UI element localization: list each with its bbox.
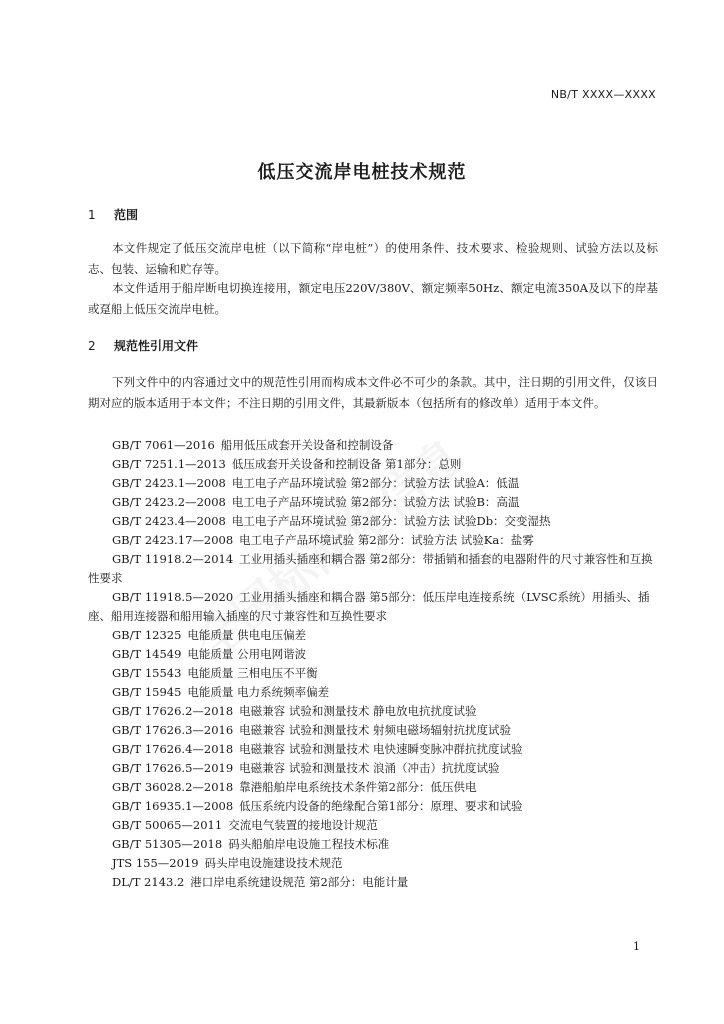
reference-code: GB/T 17626.3—2016	[112, 723, 234, 737]
reference-code: GB/T 17626.2—2018	[112, 704, 234, 718]
reference-title: 电磁兼容 试验和测量技术 静电放电抗扰度试验	[239, 704, 477, 718]
reference-code: GB/T 17626.4—2018	[112, 742, 234, 756]
reference-title: 电工电子产品环境试验 第2部分：试验方法 试验Ka：盐雾	[239, 533, 534, 547]
section-2-paragraph-1: 下列文件中的内容通过文中的规范性引用而构成本文件必不可少的条款。其中，注日期的引用文件，仅该日期对应的版本适用于本文件；不注日期的引用文件，其最新版本（包括所有的修改单）适用于本文件。	[88, 375, 658, 410]
reference-item	[88, 759, 658, 778]
reference-title: 码头船舶岸电设施工程技术标准	[228, 837, 390, 851]
reference-item	[88, 721, 658, 740]
reference-title: 工业用插头插座和耦合器 第5部分：低压岸电连接系统（LVSC系统）用插头、插座、船用连接器和船用输入插座的尺寸兼容性和互换性要求	[88, 590, 650, 623]
reference-item	[88, 740, 658, 759]
reference-item	[88, 797, 658, 816]
reference-item	[88, 664, 658, 683]
reference-title: 电能质量 供电电压偏差	[187, 628, 307, 642]
section-1-paragraph-1: 本文件规定了低压交流岸电桩（以下简称“岸电桩”）的使用条件、技术要求、检验规则、试验方法以及标志、包装、运输和贮存等。	[88, 241, 658, 276]
reference-item	[88, 550, 658, 588]
reference-code: GB/T 2423.4—2008	[112, 514, 226, 528]
reference-item	[88, 854, 658, 873]
reference-item	[88, 683, 658, 702]
reference-code: GB/T 51305—2018	[112, 837, 223, 851]
reference-code: GB/T 12325	[112, 628, 182, 642]
reference-title: 低压系统内设备的绝缘配合第1部分：原理、要求和试验	[239, 799, 523, 813]
reference-item	[88, 455, 658, 474]
standard-code: NB/T XXXX—XXXX	[550, 88, 656, 101]
reference-item	[88, 626, 658, 645]
reference-title: 电磁兼容 试验和测量技术 浪涌（冲击）抗扰度试验	[239, 761, 500, 775]
reference-code: GB/T 11918.5—2020	[112, 590, 234, 604]
reference-title: 低压成套开关设备和控制设备 第1部分：总则	[231, 457, 462, 471]
reference-code: GB/T 17626.5—2019	[112, 761, 234, 775]
reference-item	[88, 835, 658, 854]
reference-code: GB/T 2423.2—2008	[112, 495, 226, 509]
reference-item	[88, 493, 658, 512]
reference-code: GB/T 2423.17—2008	[112, 533, 234, 547]
reference-title: 电工电子产品环境试验 第2部分：试验方法 试验Db：交变湿热	[231, 514, 551, 528]
reference-title: 电工电子产品环境试验 第2部分：试验方法 试验A：低温	[231, 476, 520, 490]
reference-item	[88, 588, 658, 626]
reference-title: 靠港船舶岸电系统技术条件第2部分：低压供电	[239, 780, 477, 794]
section-1-heading	[88, 206, 138, 223]
page-number: 1	[633, 940, 640, 953]
reference-code: GB/T 15945	[112, 685, 182, 699]
reference-title: 船用低压成套开关设备和控制设备	[220, 438, 394, 452]
reference-code: GB/T 11918.2—2014	[112, 552, 234, 566]
reference-code: GB/T 7251.1—2013	[112, 457, 226, 471]
section-2-title: 规范性引用文件	[114, 339, 199, 353]
section-1-number: 1	[88, 208, 96, 222]
reference-title: 电磁兼容 试验和测量技术 射频电磁场辐射抗扰度试验	[239, 723, 511, 737]
reference-title: 交流电气装置的接地设计规范	[228, 818, 378, 832]
reference-code: JTS 155—2019	[112, 856, 199, 870]
reference-code: DL/T 2143.2	[112, 875, 185, 889]
reference-item	[88, 474, 658, 493]
reference-title: 电能质量 电力系统频率偏差	[187, 685, 330, 699]
reference-item	[88, 531, 658, 550]
reference-title: 电磁兼容 试验和测量技术 电快速瞬变脉冲群抗扰度试验	[239, 742, 523, 756]
normative-reference-list	[88, 436, 658, 892]
reference-code: GB/T 14549	[112, 647, 182, 661]
reference-code: GB/T 7061—2016	[112, 438, 215, 452]
reference-item	[88, 645, 658, 664]
reference-title: 工业用插头插座和耦合器 第2部分：带插销和插套的电器附件的尺寸兼容性和互换性要求	[88, 552, 653, 585]
reference-code: GB/T 15543	[112, 666, 182, 680]
reference-code: GB/T 16935.1—2008	[112, 799, 234, 813]
section-1-paragraph-2: 本文件适用于船岸断电切换连接用，额定电压220V/380V、额定频率50Hz、额定电流350A及以下的岸基或趸船上低压交流岸电桩。	[88, 281, 658, 316]
reference-item	[88, 512, 658, 531]
reference-item	[88, 702, 658, 721]
reference-code: GB/T 2423.1—2008	[112, 476, 226, 490]
reference-title: 码头岸电设施建设技术规范	[204, 856, 343, 870]
section-2-heading	[88, 337, 198, 354]
reference-item	[88, 436, 658, 455]
reference-code: GB/T 36028.2—2018	[112, 780, 234, 794]
reference-item	[88, 873, 658, 892]
reference-item	[88, 778, 658, 797]
reference-code: GB/T 50065—2011	[112, 818, 223, 832]
reference-title: 电能质量 公用电网谐波	[187, 647, 307, 661]
reference-title: 电能质量 三相电压不平衡	[187, 666, 318, 680]
document-title: 低压交流岸电桩技术规范	[257, 162, 467, 183]
reference-title: 港口岸电系统建设规范 第2部分：电能计量	[190, 875, 409, 889]
reference-item	[88, 816, 658, 835]
reference-title: 电工电子产品环境试验 第2部分：试验方法 试验B：高温	[231, 495, 520, 509]
section-1-title: 范围	[114, 208, 139, 222]
section-2-number: 2	[88, 339, 96, 353]
